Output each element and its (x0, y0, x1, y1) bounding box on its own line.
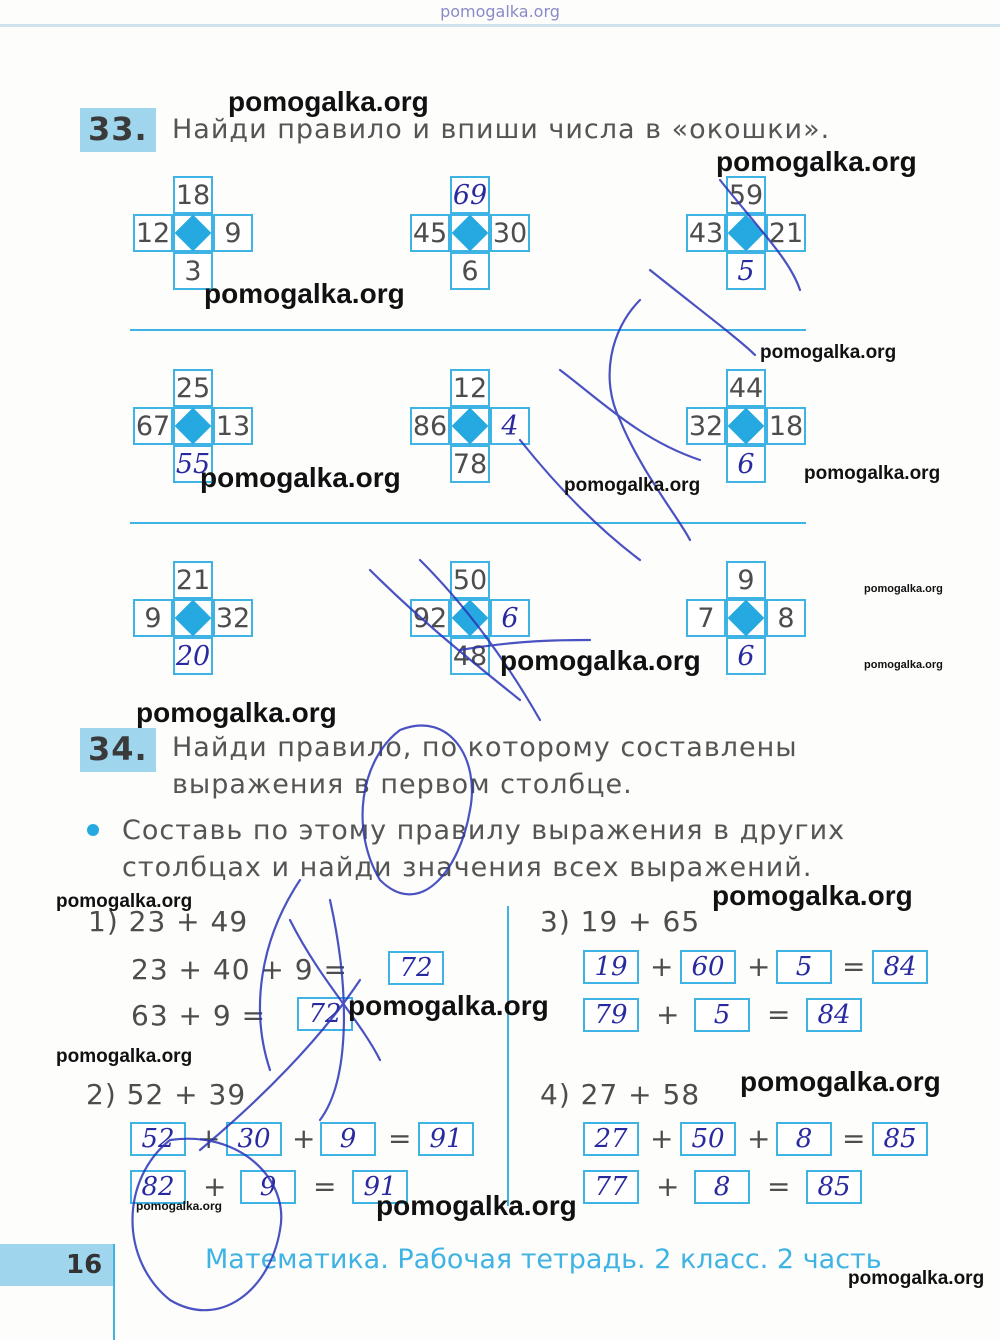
task-34-number: 34. (80, 728, 156, 772)
cross-cell-top: 25 (173, 369, 213, 407)
expr-1-line3: 63 + 9 = (131, 999, 267, 1032)
watermark: pomogalka.org (56, 1046, 193, 1067)
plus-sign: + (650, 950, 674, 983)
cross-cell-left: 12 (133, 214, 173, 252)
cross-cell-center (450, 407, 490, 445)
answer-box[interactable]: 84 (872, 950, 928, 984)
book-title: Математика. Рабочая тетрадь. 2 класс. 2 часть (205, 1244, 882, 1275)
cross-cell-right[interactable]: 4 (490, 407, 530, 445)
equals-sign: = (842, 1122, 866, 1155)
top-divider (0, 24, 1000, 27)
margin-line (113, 1244, 115, 1340)
plus-sign: + (656, 1170, 680, 1203)
answer-box[interactable]: 72 (388, 951, 444, 985)
cross-cell-bottom[interactable]: 55 (173, 445, 213, 483)
plus-sign: + (197, 1122, 221, 1155)
watermark: pomogalka.org (564, 475, 701, 496)
watermark: pomogalka.org (136, 697, 337, 728)
diamond-icon (728, 408, 765, 445)
expr-3-head: 3) 19 + 65 (540, 905, 701, 938)
cross-cell-center (173, 599, 213, 637)
cross-cell-left: 9 (133, 599, 173, 637)
cross-cell-top: 18 (173, 176, 213, 214)
watermark: pomogalka.org (500, 645, 701, 676)
watermark: pomogalka.org (716, 146, 917, 177)
cross-cell-top: 59 (726, 176, 766, 214)
watermark: pomogalka.org (136, 1199, 223, 1213)
plus-sign: + (292, 1122, 316, 1155)
answer-box[interactable]: 84 (806, 998, 862, 1032)
diamond-icon (728, 215, 765, 252)
cross-cell-bottom[interactable]: 6 (726, 445, 766, 483)
answer-box[interactable]: 5 (776, 950, 832, 984)
watermark: pomogalka.org (228, 86, 429, 117)
cross-cell-left: 45 (410, 214, 450, 252)
watermark: pomogalka.org (848, 1268, 985, 1289)
page-number: 16 (66, 1250, 103, 1280)
watermark: pomogalka.org (204, 278, 405, 309)
answer-box[interactable]: 60 (680, 950, 736, 984)
cross-cell-center (726, 599, 766, 637)
cross-cell-left: 92 (410, 599, 450, 637)
cross-cell-bottom[interactable]: 20 (173, 637, 213, 675)
expr-1-head: 1) 23 + 49 (88, 905, 249, 938)
row-divider-1 (130, 329, 806, 331)
column-divider (507, 906, 509, 1206)
answer-box[interactable]: 79 (583, 998, 639, 1032)
plus-sign: + (656, 998, 680, 1031)
cross-cell-left: 7 (686, 599, 726, 637)
watermark: pomogalka.org (200, 462, 401, 493)
cross-cell-bottom[interactable]: 5 (726, 252, 766, 290)
cross-cell-center (726, 214, 766, 252)
diamond-icon (175, 215, 212, 252)
watermark: pomogalka.org (864, 583, 943, 595)
task-34-instruction-line2: выражения в первом столбце. (172, 769, 633, 800)
expr-1-line2: 23 + 40 + 9 = (131, 953, 348, 986)
diamond-icon (452, 408, 489, 445)
cross-cell-center (173, 214, 213, 252)
cross-cell-bottom: 6 (450, 252, 490, 290)
task-33-number: 33. (80, 108, 156, 152)
cross-cell-right: 9 (213, 214, 253, 252)
watermark: pomogalka.org (804, 463, 941, 484)
cross-cell-right: 21 (766, 214, 806, 252)
answer-box[interactable]: 27 (583, 1122, 639, 1156)
watermark: pomogalka.org (376, 1190, 577, 1221)
equals-sign: = (842, 950, 866, 983)
plus-sign: + (747, 1122, 771, 1155)
plus-sign: + (650, 1122, 674, 1155)
site-header-watermark: pomogalka.org (440, 2, 560, 21)
task-34-instruction-line1: Найди правило, по которому составлены (172, 732, 798, 763)
diamond-icon (728, 600, 765, 637)
answer-box[interactable]: 91 (352, 1170, 408, 1204)
cross-cell-right: 30 (490, 214, 530, 252)
equals-sign: = (767, 998, 791, 1031)
cross-cell-left: 32 (686, 407, 726, 445)
answer-box[interactable]: 77 (583, 1170, 639, 1204)
answer-box[interactable]: 85 (872, 1122, 928, 1156)
answer-box[interactable]: 52 (130, 1122, 186, 1156)
cross-cell-center (450, 599, 490, 637)
answer-box[interactable]: 8 (694, 1170, 750, 1204)
cross-cell-right: 8 (766, 599, 806, 637)
watermark: pomogalka.org (56, 891, 193, 912)
diamond-icon (175, 600, 212, 637)
answer-box[interactable]: 82 (130, 1170, 186, 1204)
cross-cell-right: 32 (213, 599, 253, 637)
diamond-icon (175, 408, 212, 445)
answer-box[interactable]: 30 (226, 1122, 282, 1156)
equals-sign: = (388, 1122, 412, 1155)
cross-cell-bottom: 3 (173, 252, 213, 290)
cross-cell-right[interactable]: 6 (490, 599, 530, 637)
equals-sign: = (313, 1170, 337, 1203)
equals-sign: = (767, 1170, 791, 1203)
plus-sign: + (747, 950, 771, 983)
cross-cell-top: 50 (450, 561, 490, 599)
cross-cell-center (450, 214, 490, 252)
cross-cell-bottom[interactable]: 6 (726, 637, 766, 675)
watermark: pomogalka.org (864, 659, 943, 671)
cross-cell-bottom: 48 (450, 637, 490, 675)
cross-cell-top[interactable]: 69 (450, 176, 490, 214)
answer-box[interactable]: 9 (320, 1122, 376, 1156)
cross-cell-top: 12 (450, 369, 490, 407)
answer-box[interactable]: 72 (297, 997, 353, 1031)
cross-cell-bottom: 78 (450, 445, 490, 483)
diamond-icon (452, 215, 489, 252)
cross-cell-left: 86 (410, 407, 450, 445)
expr-4-head: 4) 27 + 58 (540, 1078, 701, 1111)
answer-box[interactable]: 91 (418, 1122, 474, 1156)
cross-cell-top: 21 (173, 561, 213, 599)
answer-box[interactable]: 50 (680, 1122, 736, 1156)
cross-cell-left: 43 (686, 214, 726, 252)
cross-cell-center (173, 407, 213, 445)
plus-sign: + (203, 1170, 227, 1203)
watermark: pomogalka.org (348, 990, 549, 1021)
cross-cell-right: 13 (213, 407, 253, 445)
expr-2-head: 2) 52 + 39 (86, 1078, 247, 1111)
watermark: pomogalka.org (712, 880, 913, 911)
watermark: pomogalka.org (760, 342, 897, 363)
cross-cell-top: 44 (726, 369, 766, 407)
answer-box[interactable]: 85 (806, 1170, 862, 1204)
answer-box[interactable]: 19 (583, 950, 639, 984)
task-34-bullet-line2: столбцах и найди значения всех выражений. (122, 852, 813, 883)
task-34-bullet-line1: Составь по этому правилу выражения в других (122, 815, 846, 846)
cross-cell-right: 18 (766, 407, 806, 445)
answer-box[interactable]: 9 (240, 1170, 296, 1204)
cross-cell-top: 9 (726, 561, 766, 599)
cross-cell-left: 67 (133, 407, 173, 445)
row-divider-2 (130, 522, 806, 524)
answer-box[interactable]: 5 (694, 998, 750, 1032)
watermark: pomogalka.org (740, 1066, 941, 1097)
task-33-instruction: Найди правило и впиши числа в «окошки». (172, 114, 831, 145)
diamond-icon (452, 600, 489, 637)
answer-box[interactable]: 8 (776, 1122, 832, 1156)
cross-cell-center (726, 407, 766, 445)
bullet-icon (87, 824, 99, 836)
